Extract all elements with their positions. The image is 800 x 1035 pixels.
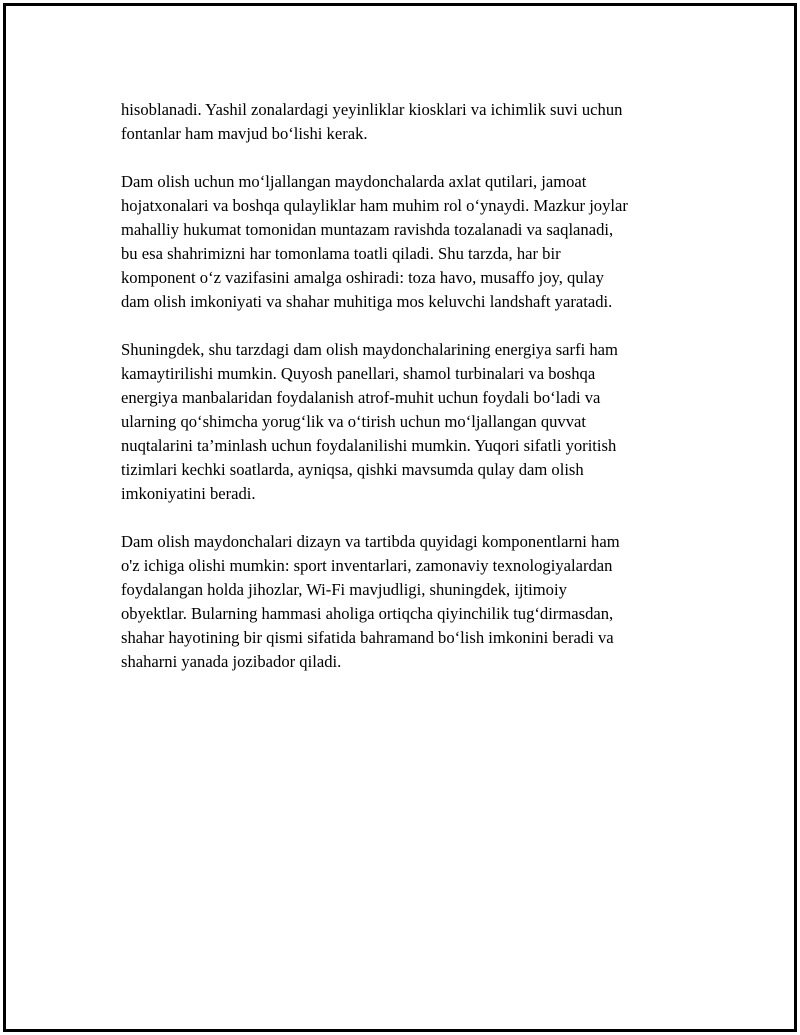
- text-line: foydalangan holda jihozlar, Wi-Fi mavjudligi, shuningdek, ijtimoiy: [121, 580, 567, 599]
- text-line: imkoniyatini beradi.: [121, 484, 256, 503]
- text-line: bu esa shahrimizni har tomonlama toatli qiladi. Shu tarzda, har bir: [121, 244, 561, 263]
- text-line: hojatxonalari va boshqa qulayliklar ham muhim rol o‘ynaydi. Mazkur joylar: [121, 196, 628, 215]
- text-line: ularning qo‘shimcha yorug‘lik va o‘tirish uchun mo‘ljallangan quvvat: [121, 412, 586, 431]
- document-body: [121, 98, 691, 698]
- paragraph-2: [121, 170, 691, 314]
- page-frame: [3, 3, 797, 1032]
- text-line: Shuningdek, shu tarzdagi dam olish maydonchalarining energiya sarfi ham: [121, 340, 618, 359]
- text-line: obyektlar. Bularning hammasi aholiga ortiqcha qiyinchilik tug‘dirmasdan,: [121, 604, 614, 623]
- text-line: komponent o‘z vazifasini amalga oshiradi: toza havo, musaffo joy, qulay: [121, 268, 604, 287]
- paragraph-3: [121, 338, 691, 506]
- text-line: nuqtalarini ta’minlash uchun foydalanilishi mumkin. Yuqori sifatli yoritish: [121, 436, 617, 455]
- text-line: kamaytirilishi mumkin. Quyosh panellari, shamol turbinalari va boshqa: [121, 364, 596, 383]
- text-line: fontanlar ham mavjud bo‘lishi kerak.: [121, 124, 368, 143]
- text-line: hisoblanadi. Yashil zonalardagi yeyinliklar kiosklari va ichimlik suvi uchun: [121, 100, 623, 119]
- text-line: Dam olish uchun mo‘ljallangan maydonchalarda axlat qutilari, jamoat: [121, 172, 587, 191]
- text-line: o'z ichiga olishi mumkin: sport inventarlari, zamonaviy texnologiyalardan: [121, 556, 613, 575]
- paragraph-4: [121, 530, 691, 674]
- paragraph-1: [121, 98, 691, 146]
- text-line: dam olish imkoniyati va shahar muhitiga mos keluvchi landshaft yaratadi.: [121, 292, 613, 311]
- text-line: mahalliy hukumat tomonidan muntazam ravishda tozalanadi va saqlanadi,: [121, 220, 614, 239]
- text-line: Dam olish maydonchalari dizayn va tartibda quyidagi komponentlarni ham: [121, 532, 620, 551]
- text-line: shahar hayotining bir qismi sifatida bahramand bo‘lish imkonini beradi va: [121, 628, 614, 647]
- text-line: energiya manbalaridan foydalanish atrof-muhit uchun foydali bo‘ladi va: [121, 388, 601, 407]
- text-line: shaharni yanada jozibador qiladi.: [121, 652, 342, 671]
- text-line: tizimlari kechki soatlarda, ayniqsa, qishki mavsumda qulay dam olish: [121, 460, 584, 479]
